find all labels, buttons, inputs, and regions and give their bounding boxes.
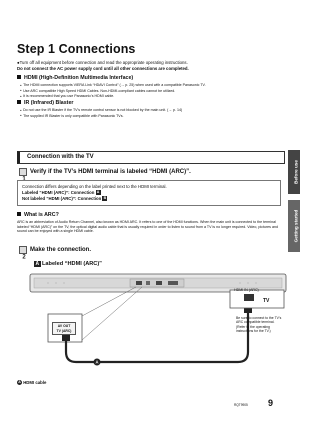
box-line-3-text: Not labeled “HDMI (ARC)”: Connection	[22, 195, 102, 201]
av-out-line-2: TV (ARC)	[56, 328, 72, 333]
what-is-arc-text: ARC is an abbreviation of Audio Return Channel, also known as HDMI ARC. It refers to one of the HDMI functions. When the main unit is connected to the terminal labeled “HDMI (ARC)” on the TV, the optical digital audio cable that is usually required in order to listen to sound from a TV is no longer required. Video, pictures and sound can be enjoyed with a single HDMI cable.	[17, 220, 278, 234]
hdmi-section-heading	[17, 75, 133, 81]
square-bullet-icon	[17, 75, 21, 79]
connection-b-badge: B	[103, 196, 107, 201]
legend-text: HDMI cable	[23, 380, 47, 385]
legend-hdmi-cable	[17, 380, 46, 385]
side-tab-getting-started	[288, 200, 300, 252]
page-title: Step 1 Connections	[17, 42, 136, 56]
side-tab-getting-started-label: Getting started	[293, 209, 299, 243]
labeled-arc-badge: A	[35, 261, 40, 267]
box-line-1: Connection differs depending on the label printed next to the HDMI terminal.	[22, 184, 167, 189]
box-line-3	[22, 196, 276, 202]
labeled-arc-subheading: Labeled “HDMI (ARC)”	[42, 261, 102, 267]
svg-text:2: 2	[22, 254, 26, 260]
square-bullet-icon	[17, 212, 21, 216]
what-is-arc-heading	[17, 212, 59, 218]
hdmi-cable	[62, 304, 252, 362]
arc-note: Be sure to connect to the TV’s ARC compatible terminal. (Refer to the operating instructions for the TV.)	[236, 316, 282, 334]
step-2-icon	[19, 246, 27, 260]
av-out-terminal-label	[52, 322, 76, 335]
svg-text:1: 1	[22, 176, 26, 182]
hdmi-section-heading-text: HDMI (High-Definition Multimedia Interface)	[24, 75, 134, 81]
connection-a-badge: A	[96, 190, 100, 195]
tv-label: TV	[263, 298, 270, 304]
tv-box	[230, 290, 284, 308]
section-banner-title: Connection with the TV	[27, 153, 94, 160]
side-tab-before-use	[288, 150, 300, 194]
ir-section-heading-text: IR (Infrared) Blaster	[24, 100, 74, 106]
connection-info-box	[17, 180, 281, 206]
intro-line-2-warning: Do not connect the AC power supply cord until all other connections are completed.	[17, 65, 189, 71]
legend-a-badge: A	[18, 380, 21, 385]
square-bullet-icon	[17, 100, 21, 104]
ir-bullet-2: ● The supplied IR Blaster is only compatible with Panasonic TVs.	[20, 114, 278, 120]
hdmi-bullet-1: ● The HDMI connection supports VIERA Link “HDAVI Control” (→ p. 25) when used with a compatible Panasonic TV.	[20, 83, 278, 89]
step-2-title: Make the connection.	[30, 247, 92, 253]
ir-section-heading	[17, 100, 73, 106]
ir-bullet-list	[20, 108, 278, 119]
step-number-icon	[20, 252, 28, 260]
hdmi-in-arc-label: HDMI IN (ARC)	[234, 288, 259, 292]
page-number: 9	[268, 398, 274, 408]
side-tab-before-use-label: Before use	[293, 160, 299, 184]
what-is-arc-heading-text: What is ARC?	[24, 212, 59, 218]
step-1-icon	[19, 168, 27, 182]
hdmi-bullet-list	[20, 83, 278, 100]
hdmi-bullet-3: ● It is recommended that you use Panasonic’s HDMI cable.	[20, 94, 278, 100]
page-code: RQT9905	[234, 403, 248, 407]
av-out-line-1: AV OUT	[57, 324, 71, 328]
step-1-title: Verify if the TV’s HDMI terminal is labeled “HDMI (ARC)”.	[30, 169, 191, 175]
callout-a-marker	[94, 359, 101, 366]
intro-text	[17, 60, 279, 71]
callout-a-letter: A	[95, 359, 99, 365]
section-banner	[17, 151, 285, 164]
box-line-2-text: Labeled “HDMI (ARC)”: Connection	[22, 189, 95, 195]
intro-line-1: ●Turn off all equipment before connection and read the appropriate operating instructions.	[17, 60, 188, 65]
hdmi-bullet-2: ● Use ARC compatible High Speed HDMI Cables. Non-HDMI-compliant cables cannot be utilized.	[20, 89, 278, 95]
ir-bullet-1: ● Do not use the IR Blaster if the TV’s remote control sensor is not blocked by the main unit. (→ p. 14)	[20, 108, 278, 114]
